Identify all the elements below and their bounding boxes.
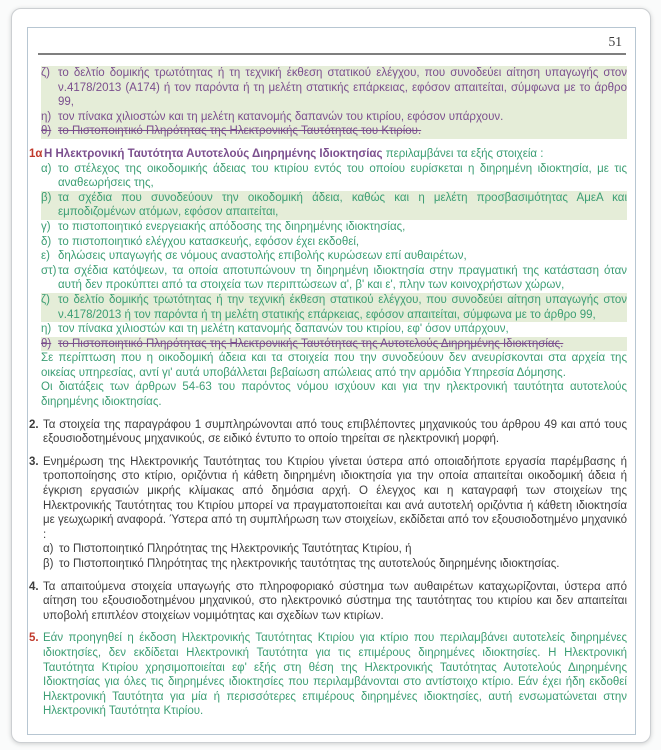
header-rule xyxy=(38,53,626,55)
list-item xyxy=(41,293,627,322)
section-1a-notes xyxy=(29,351,627,409)
page-content-frame xyxy=(27,27,636,735)
section-1a-title xyxy=(44,147,627,162)
list-item-marker: ζ) xyxy=(41,293,50,306)
list-item-text: το στέλεχος της οικοδομικής άδειας του κτιρίου εντός του οποίου ευρίσκεται η διηρημένη ιδιοκτησία, με τις αναθεωρήσεις της, xyxy=(58,162,627,190)
list-item-text: το Πιστοποιητικό Πληρότητας της Ηλεκτρονικής Ταυτότητας του Κτιρίου. xyxy=(58,125,422,138)
paragraph-body xyxy=(43,455,627,572)
list-item xyxy=(41,162,627,191)
section-1a-heading xyxy=(29,147,627,162)
paragraph-body xyxy=(43,580,627,624)
list-item-marker: ε) xyxy=(41,250,50,263)
list-item xyxy=(41,124,627,139)
paragraph-1-continuation-list xyxy=(29,66,627,139)
list-item-marker: στ) xyxy=(41,264,57,277)
paragraph-number: 4. xyxy=(29,580,39,593)
list-item xyxy=(41,235,627,250)
paragraph-subitem xyxy=(43,557,627,572)
note-paragraph: Σε περίπτωση που η οικοδομική άδεια και τα στοιχεία που την συνοδεύουν δεν ανευρίσκονται στα αρχεία της οικείας υπηρεσίας, αντί γι' αυτά υποβάλλεται βεβαίωση απώλειας από την αρμόδια Υπηρεσία Δόμησης. xyxy=(41,352,627,379)
numbered-paragraph xyxy=(29,418,627,447)
section-1a-title-bold: Η Ηλεκτρονική Ταυτότητα Αυτοτελούς Διηρημένης Ιδιοκτησίας xyxy=(44,147,383,160)
section-1a-title-rest: περιλαμβάνει τα εξής στοιχεία : xyxy=(382,147,544,160)
list-item xyxy=(41,249,627,264)
paragraph-text: Τα απαιτούμενα στοιχεία υπαγωγής στο πληροφοριακό σύστημα των αυθαιρέτων καταχωρίζονται, ύστερα από αίτηση του εξουσιοδοτημένου μηχανικού, στο ηλεκτρονικό σύστημα της ταυτότητας του κτιρίου και δεν απαιτείται υποβολή επιπλέον στοιχείων νομιμότητας και σχεδίων των κτιρίων. xyxy=(43,580,627,622)
list-item xyxy=(41,191,627,220)
list-item xyxy=(41,322,627,337)
list-item-marker: ζ) xyxy=(41,67,50,79)
section-1a-item-list xyxy=(29,162,627,352)
paragraph-number: 5. xyxy=(29,632,39,645)
paragraph-subitem xyxy=(43,542,627,557)
paragraph-text: Εάν προηγηθεί η έκδοση Ηλεκτρονικής Ταυτότητας Κτιρίου για κτίριο που περιλαμβάνει αυτοτελείς διηρημένες ιδιοκτησίες, δεν εκδίδεται Ηλεκτρονική Ταυτότητα για τις επιμέρους διηρημένες ιδιοκτησίες. Η Ηλεκτρονική Ταυτότητα Κτιρίου χρησιμοποιείται εφ' εξής στη θέση της Ηλεκτρονικής Ταυτότητας Αυτοτελούς Διηρημένης Ιδιοκτησίας για όλες τις διηρημένες ιδιοκτησίες που περιλαμβάνονται στο αντίστοιχο κτίριο. Εάν έχει ήδη εκδοθεί Ηλεκτρονική Ταυτότητα για μία ή περισσότερες επιμέρους διηρημένες ιδιοκτησίες, αυτή ενσωματώνεται στην Ηλεκτρονική Ταυτότητα Κτιρίου. xyxy=(43,632,627,718)
section-1a-number: 1α xyxy=(29,147,43,160)
list-item xyxy=(41,220,627,235)
list-item-text: το δελτίο δομικής τρωτότητας ή την τεχνική έκθεση στατικού ελέγχου, που συνοδεύει αίτηση υπαγωγής στον ν.4178/2013 ή τον παρόντα ή τη μελέτη στατικής επάρκειας, εφόσον απαιτείται, σύμφωνα με το άρθρο 99, xyxy=(58,293,627,321)
list-item-text: τον πίνακα χιλιοστών και τη μελέτη κατανομής δαπανών του κτιρίου, εφόσον υπάρχουν. xyxy=(58,110,504,123)
document-page xyxy=(11,8,651,743)
list-item-marker: θ) xyxy=(41,125,52,138)
list-item-text: το πιστοποιητικό ελέγχου κατασκευής, εφόσον έχει εκδοθεί, xyxy=(58,235,360,248)
list-item xyxy=(41,264,627,293)
paragraph-number: 2. xyxy=(29,418,39,431)
list-item-marker: γ) xyxy=(41,220,51,233)
list-item-marker: β) xyxy=(41,191,52,204)
list-item-text: το πιστοποιητικό ενεργειακής απόδοσης της διηρημένης ιδιοκτησίας, xyxy=(58,220,406,233)
list-item-marker: θ) xyxy=(41,337,52,350)
list-item xyxy=(41,337,627,352)
subitem-marker: β) xyxy=(43,558,54,570)
list-item-marker: δ) xyxy=(41,235,52,248)
list-item-marker: η) xyxy=(41,110,52,123)
list-item-text: δηλώσεις υπαγωγής σε νόμους αναστολής επιβολής κυρώσεων επί αυθαιρέτων, xyxy=(58,250,467,263)
numbered-paragraph xyxy=(29,631,627,719)
page-number: 51 xyxy=(608,34,622,49)
page-header xyxy=(28,28,635,52)
list-item xyxy=(41,66,627,110)
list-item-text: τα σχέδια που συνοδεύουν την οικοδομική άδεια, καθώς και η μελέτη προσβασιμότητας ΑμεΑ και εμποδιζομένων ατόμων, εφόσον απαιτείται, xyxy=(58,191,627,219)
paragraph-number: 3. xyxy=(29,455,39,468)
subitem-text: το Πιστοποιητικό Πληρότητας της ηλεκτρονικής ταυτότητας της αυτοτελούς διηρημένης ιδιοκτησίας. xyxy=(59,558,560,570)
list-item-text: το δελτίο δομικής τρωτότητας ή τη τεχνική έκθεση στατικού ελέγχου, που συνοδεύει αίτηση υπαγωγής στον ν.4178/2013 (Α174) ή τον παρόντα ή τη μελέτη στατικής επάρκειας, εφόσον απαιτείται, σύμφωνα με το άρθρο 99, xyxy=(58,67,627,109)
numbered-paragraphs xyxy=(29,418,627,719)
numbered-paragraph xyxy=(29,580,627,624)
document-body xyxy=(29,66,627,719)
subitem-marker: α) xyxy=(43,543,54,556)
paragraph-body xyxy=(43,418,627,447)
list-item-text: τον πίνακα χιλιοστών και τη μελέτη κατανομής δαπανών του κτιρίου, εφ' όσον υπάρχουν, xyxy=(58,323,509,336)
paragraph-body xyxy=(43,631,627,719)
numbered-paragraph xyxy=(29,455,627,572)
subitem-text: το Πιστοποιητικό Πληρότητας της Ηλεκτρονικής Ταυτότητας Κτιρίου, ή xyxy=(59,543,412,556)
list-item xyxy=(41,110,627,125)
list-item-marker: η) xyxy=(41,323,52,336)
list-item-text: τα σχέδια κατόψεων, τα οποία αποτυπώνουν τη διηρημένη ιδιοκτησία στην πραγματική της κατάσταση όταν αυτή δεν προκύπτει από τα στοιχεία των περιπτώσεων α', β' και ε', πλην των κοινοχρήστων χώρων, xyxy=(58,264,627,292)
list-item-text: το Πιστοποιητικό Πληρότητας της Ηλεκτρονικής Ταυτότητας της Αυτοτελούς Διηρημένης Ιδιοκτησίας. xyxy=(58,337,564,350)
note-paragraph: Οι διατάξεις των άρθρων 54-63 του παρόντος νόμου ισχύουν και για την ηλεκτρονική ταυτότητα αυτοτελούς διηρημένης ιδιοκτησίας. xyxy=(41,381,627,409)
list-item-marker: α) xyxy=(41,162,52,175)
paragraph-text: Τα στοιχεία της παραγράφου 1 συμπληρώνονται από τους επιβλέποντες μηχανικούς του άρθρου 49 και από τους εξουσιοδοτημένους μηχανικούς, σε ειδικό έντυπο το οποίο τηρείται σε ηλεκτρονική μορφή. xyxy=(43,418,627,446)
paragraph-text: Ενημέρωση της Ηλεκτρονικής Ταυτότητας του Κτιρίου γίνεται ύστερα από οποιαδήποτε εργασία παρέμβασης ή τροποποίησης στο κτίριο, οριζόντια ή κάθετη διηρημένη ιδιοκτησία για την οποία απαιτείται οικοδομική άδεια ή έγκριση εργασιών μικρής κλίμακας από δημόσια αρχή. Ο έλεγχος και η καταγραφή των στοιχείων της Ηλεκτρονικής Ταυτότητας του Κτιρίου μπορεί να πραγματοποιείται και ανά αυτοτελή οριζόντια ή κάθετη ιδιοκτησία με γεωχωρική αναφορά. Ύστερα από τη συμπλήρωση των στοιχείων, εκδίδεται από τον εξουσιοδοτημένο μηχανικό : xyxy=(43,455,627,541)
